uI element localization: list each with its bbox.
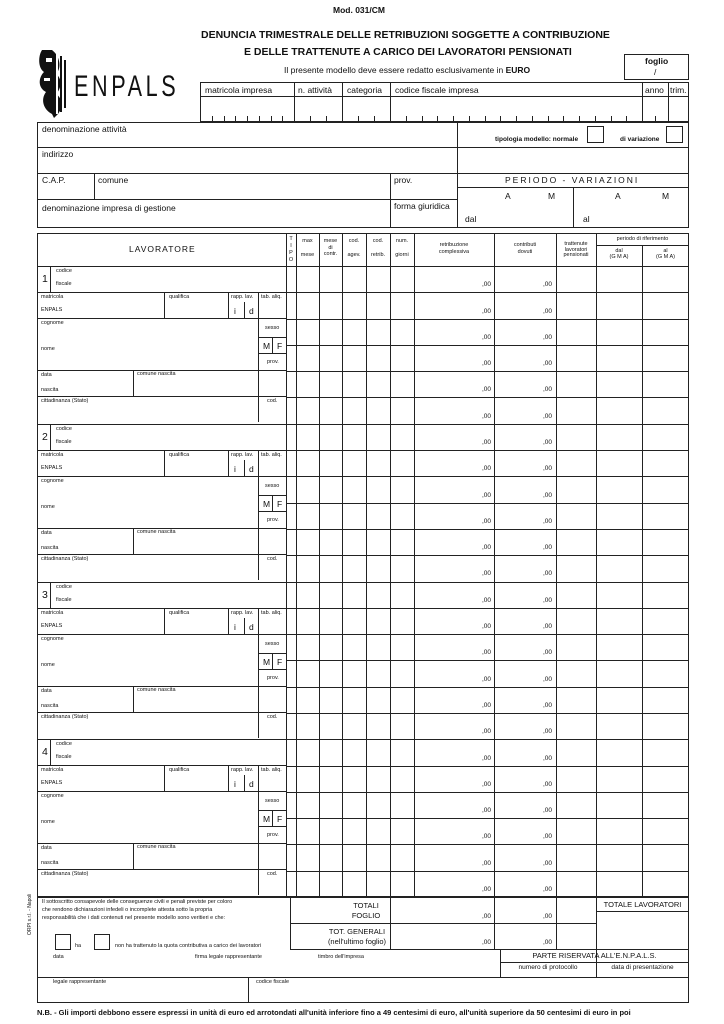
field-line bbox=[258, 318, 259, 370]
field-line bbox=[258, 292, 259, 318]
codice-label: codice bbox=[56, 425, 72, 432]
retribuzione-amount[interactable]: ,00 bbox=[482, 675, 492, 683]
contributi-amount[interactable]: ,00 bbox=[543, 412, 553, 420]
field-line bbox=[37, 634, 286, 635]
nome-label: nome bbox=[41, 503, 55, 510]
field-line bbox=[228, 450, 229, 476]
column-divider bbox=[556, 233, 557, 897]
contributi-amount[interactable]: ,00 bbox=[543, 360, 553, 368]
sesso-f-label: F bbox=[277, 814, 283, 825]
cittadinanza-label: cittadinanza (Stato) bbox=[41, 871, 89, 878]
field-line bbox=[164, 450, 165, 476]
amount-row-line bbox=[286, 319, 689, 320]
amount-row-line bbox=[286, 345, 689, 346]
amount-row-line bbox=[286, 529, 689, 530]
periodo-m2: M bbox=[662, 191, 670, 201]
contributi-amount[interactable]: ,00 bbox=[543, 675, 553, 683]
parte-riservata-label: PARTE RISERVATA ALL'E.N.P.A.L.S. bbox=[532, 951, 657, 960]
contributi-amount[interactable]: ,00 bbox=[543, 807, 553, 815]
data-label: data bbox=[41, 845, 52, 852]
enpals-label: ENPALS bbox=[41, 464, 63, 471]
presentazione-label: data di presentazione bbox=[611, 964, 674, 971]
trim-label: trim. bbox=[670, 85, 687, 95]
di-variazione-label: di variazione bbox=[620, 136, 660, 143]
enpals-label: ENPALS bbox=[41, 780, 63, 787]
amount-row-line bbox=[286, 292, 689, 293]
comune-label: comune bbox=[98, 175, 129, 185]
col-num-giorni: num. giorni bbox=[395, 238, 409, 258]
field-line bbox=[133, 686, 134, 712]
contributi-amount[interactable]: ,00 bbox=[543, 333, 553, 341]
amount-row-line bbox=[286, 397, 689, 398]
forma-giuridica-label: forma giuridica bbox=[394, 201, 450, 211]
retribuzione-amount[interactable]: ,00 bbox=[482, 701, 492, 709]
periodo-a1: A bbox=[505, 191, 511, 201]
worker-number: 1 bbox=[42, 273, 48, 285]
fiscale-label: fiscale bbox=[56, 281, 72, 287]
retribuzione-amount[interactable]: ,00 bbox=[482, 517, 492, 525]
field-line bbox=[244, 618, 245, 634]
form-title-line1: DENUNCIA TRIMESTRALE DELLE RETRIBUZIONI SOGGETTE A CONTRIBUZIONE bbox=[201, 29, 610, 41]
retribuzione-amount[interactable]: ,00 bbox=[482, 412, 492, 420]
amount-row-line bbox=[286, 371, 689, 372]
totale-contributi[interactable]: ,00 bbox=[543, 913, 553, 920]
rapp-i-label: i bbox=[234, 306, 236, 316]
field-line bbox=[228, 765, 229, 791]
rapp-d-label: d bbox=[249, 779, 254, 790]
amount-row-line bbox=[286, 792, 689, 793]
contributi-amount[interactable]: ,00 bbox=[543, 544, 553, 552]
prov-label: prov. bbox=[267, 516, 279, 523]
contributi-amount[interactable]: ,00 bbox=[543, 517, 553, 525]
amount-row-line bbox=[286, 660, 689, 661]
col-cod-retrib: cod. retrib. bbox=[370, 238, 386, 258]
totale-lavoratori-label: TOTALE LAVORATORI bbox=[603, 900, 682, 909]
field-line bbox=[272, 337, 273, 353]
sesso-label: sesso bbox=[265, 640, 280, 647]
matricola-label: matricola bbox=[41, 609, 64, 616]
contributi-amount[interactable]: ,00 bbox=[543, 439, 553, 447]
contributi-amount[interactable]: ,00 bbox=[543, 386, 553, 394]
prov-label: prov. bbox=[267, 832, 279, 839]
rapp-i-label: i bbox=[234, 621, 236, 632]
sesso-m-label: M bbox=[263, 656, 271, 667]
amount-row-line bbox=[286, 476, 689, 477]
field-line bbox=[258, 826, 286, 827]
indirizzo-label: indirizzo bbox=[42, 149, 74, 159]
field-line bbox=[258, 450, 259, 476]
sesso-f-label: F bbox=[277, 656, 283, 667]
qualifica-label: qualifica bbox=[169, 451, 190, 458]
amount-row-line bbox=[286, 555, 689, 556]
field-line bbox=[37, 450, 286, 451]
worker-number: 3 bbox=[42, 588, 48, 601]
field-line bbox=[50, 739, 51, 765]
retribuzione-amount[interactable]: ,00 bbox=[482, 596, 492, 604]
enpals-logo-mark bbox=[36, 48, 70, 120]
legale-rappresentante-label: legale rappresentante bbox=[53, 979, 107, 985]
retribuzione-amount[interactable]: ,00 bbox=[482, 754, 492, 762]
nome-label: nome bbox=[41, 661, 55, 668]
cognome-label: cognome bbox=[41, 793, 64, 800]
field-line bbox=[37, 608, 286, 609]
field-line bbox=[258, 608, 259, 634]
field-line bbox=[272, 810, 273, 826]
retribuzione-amount[interactable]: ,00 bbox=[482, 281, 492, 289]
denominazione-attivita-label: denominazione attività bbox=[42, 124, 127, 134]
worker-divider bbox=[37, 739, 689, 740]
field-line bbox=[50, 266, 51, 292]
retribuzione-amount[interactable]: ,00 bbox=[482, 859, 492, 867]
fiscale-label: fiscale bbox=[56, 438, 72, 445]
fiscale-label: fiscale bbox=[56, 596, 72, 603]
field-line bbox=[258, 765, 259, 791]
rapp-lav-label: rapp. lav. bbox=[231, 451, 254, 458]
field-line bbox=[37, 791, 286, 792]
cod-label: cod. bbox=[267, 398, 278, 404]
rapp-d-label: d bbox=[249, 463, 254, 474]
sesso-label: sesso bbox=[265, 798, 280, 805]
worker-number: 2 bbox=[42, 430, 48, 443]
field-line bbox=[37, 765, 286, 766]
col-mese-contr: mese di contr. bbox=[323, 238, 338, 257]
cap-label: C.A.P. bbox=[42, 175, 66, 185]
field-line bbox=[50, 582, 51, 608]
di-variazione-checkbox[interactable] bbox=[666, 126, 683, 143]
field-line bbox=[37, 554, 286, 555]
field-line bbox=[258, 476, 259, 528]
codice-fiscale-footer-label: codice fiscale bbox=[256, 979, 290, 985]
retribuzione-amount[interactable]: ,00 bbox=[482, 570, 492, 578]
sesso-label: sesso bbox=[265, 325, 280, 331]
amount-row-line bbox=[286, 608, 689, 609]
col-contributi: contributi dovuti bbox=[513, 242, 537, 255]
contributi-amount[interactable]: ,00 bbox=[543, 859, 553, 867]
prov-label: prov. bbox=[394, 175, 413, 185]
tab-aliq-label: tab. aliq. bbox=[261, 609, 282, 616]
n-attivita-label: n. attività bbox=[298, 85, 333, 95]
field-line bbox=[228, 608, 229, 634]
totali-foglio-label: TOTALI FOGLIO bbox=[351, 901, 381, 920]
comune-nascita-label: comune nascita bbox=[137, 371, 176, 377]
cognome-label: cognome bbox=[41, 320, 64, 326]
firma-label: firma legale rappresentante bbox=[195, 954, 262, 960]
matricola-label: matricola bbox=[41, 294, 64, 300]
totale-retribuzione[interactable]: ,00 bbox=[482, 939, 492, 946]
col-trattenute: trattenute lavoratori pensionati bbox=[563, 241, 589, 258]
retribuzione-amount[interactable]: ,00 bbox=[482, 307, 492, 315]
rapp-d-label: d bbox=[249, 306, 254, 316]
field-line bbox=[50, 424, 51, 450]
contributi-amount[interactable]: ,00 bbox=[543, 465, 553, 473]
trim-input[interactable] bbox=[668, 96, 689, 122]
retribuzione-amount[interactable]: ,00 bbox=[482, 885, 492, 893]
nb-note: N.B. - Gli importi debbono essere espressi in unità di euro ed arrotondati all'unità inferiore fino a 49 centesimi di euro, all'unità superiore da 50 centesimi di euro in poi bbox=[37, 1008, 631, 1017]
column-divider bbox=[414, 233, 415, 897]
col-periodo-al: al (G M A) bbox=[656, 248, 675, 260]
sesso-f-label: F bbox=[277, 498, 283, 509]
rapp-i-label: i bbox=[234, 779, 236, 790]
non-ha-label: non ha trattenuto la quota contributiva a carico dei lavoratori bbox=[115, 943, 262, 949]
field-line bbox=[244, 460, 245, 476]
retribuzione-amount[interactable]: ,00 bbox=[482, 833, 492, 841]
sesso-m-label: M bbox=[263, 341, 271, 351]
categoria-input[interactable] bbox=[342, 96, 390, 122]
periodo-dal-label: dal bbox=[465, 214, 477, 224]
footer-divider bbox=[494, 897, 495, 949]
qualifica-label: qualifica bbox=[169, 294, 190, 300]
categoria-label: categoria bbox=[347, 85, 382, 95]
enpals-logo-text: ENPALS bbox=[74, 70, 180, 103]
column-divider bbox=[390, 233, 391, 897]
amount-row-line bbox=[286, 687, 689, 688]
sesso-m-label: M bbox=[263, 814, 271, 825]
comune-nascita-label: comune nascita bbox=[137, 844, 176, 851]
cod-label: cod. bbox=[267, 555, 278, 562]
column-divider bbox=[286, 233, 287, 897]
totali-generali-label: TOT. GENERALI (nell'ultimo foglio) bbox=[327, 927, 387, 946]
printer-credit: ORPI s.r.l. - Napoli bbox=[27, 893, 33, 935]
retribuzione-amount[interactable]: ,00 bbox=[482, 386, 492, 394]
gestione-label: denominazione impresa di gestione bbox=[42, 203, 176, 213]
column-divider bbox=[342, 233, 343, 897]
amount-row-line bbox=[286, 818, 689, 819]
field-line bbox=[37, 869, 286, 870]
tab-aliq-label: tab. aliq. bbox=[261, 767, 282, 774]
contributi-amount[interactable]: ,00 bbox=[543, 885, 553, 893]
field-line bbox=[244, 775, 245, 791]
matricola-label: matricola bbox=[41, 767, 64, 774]
field-line bbox=[164, 292, 165, 318]
foglio-label: foglio bbox=[645, 56, 669, 66]
codice-label: codice bbox=[56, 741, 72, 748]
tab-aliq-label: tab. aliq. bbox=[261, 451, 282, 458]
contributi-amount[interactable]: ,00 bbox=[543, 728, 553, 736]
amount-row-line bbox=[286, 503, 689, 504]
ha-label: ha bbox=[75, 943, 82, 949]
field-line bbox=[133, 370, 134, 396]
codice-label: codice bbox=[56, 583, 72, 590]
amount-row-line bbox=[286, 634, 689, 635]
cod-label: cod. bbox=[267, 871, 278, 878]
nascita-label: nascita bbox=[41, 544, 59, 551]
field-line bbox=[164, 608, 165, 634]
foglio-separator: / bbox=[654, 67, 657, 77]
tipologia-normale-label: tipologia modello: normale bbox=[495, 136, 579, 143]
field-line bbox=[272, 495, 273, 511]
declaration-line1: Il sottoscritto consapevole delle conseguenze civili e penali previste per coloro bbox=[42, 899, 233, 905]
cittadinanza-label: cittadinanza (Stato) bbox=[41, 398, 89, 404]
amount-row-line bbox=[286, 713, 689, 714]
amount-row-line bbox=[286, 844, 689, 845]
nome-label: nome bbox=[41, 346, 55, 352]
tipologia-normale-checkbox[interactable] bbox=[587, 126, 604, 143]
cognome-label: cognome bbox=[41, 477, 64, 484]
field-line bbox=[37, 292, 286, 293]
ha-checkbox[interactable] bbox=[55, 934, 71, 950]
col-periodo-dal: dal (G M A) bbox=[609, 248, 629, 260]
contributi-amount[interactable]: ,00 bbox=[543, 833, 553, 841]
nascita-label: nascita bbox=[41, 702, 59, 709]
retribuzione-amount[interactable]: ,00 bbox=[482, 439, 492, 447]
col-cod-agev: cod. agev. bbox=[347, 238, 361, 258]
column-divider bbox=[296, 233, 297, 897]
contributi-amount[interactable]: ,00 bbox=[543, 570, 553, 578]
contributi-amount[interactable]: ,00 bbox=[543, 491, 553, 499]
contributi-amount[interactable]: ,00 bbox=[543, 596, 553, 604]
nascita-label: nascita bbox=[41, 860, 59, 867]
field-line bbox=[244, 302, 245, 318]
cod-label: cod. bbox=[267, 713, 278, 720]
col-tipo: T I P O bbox=[288, 236, 294, 263]
footer-divider bbox=[556, 897, 557, 949]
enpals-label: ENPALS bbox=[41, 622, 63, 629]
contributi-amount[interactable]: ,00 bbox=[543, 623, 553, 631]
retribuzione-amount[interactable]: ,00 bbox=[482, 807, 492, 815]
contributi-amount[interactable]: ,00 bbox=[543, 307, 553, 315]
codice-label: codice bbox=[56, 268, 72, 274]
cognome-label: cognome bbox=[41, 635, 64, 642]
protocollo-label: numero di protocollo bbox=[518, 964, 578, 971]
cittadinanza-label: cittadinanza (Stato) bbox=[41, 555, 89, 562]
retribuzione-amount[interactable]: ,00 bbox=[482, 333, 492, 341]
comune-nascita-label: comune nascita bbox=[137, 686, 176, 693]
sesso-f-label: F bbox=[277, 341, 283, 351]
worker-number: 4 bbox=[42, 746, 48, 759]
contributi-amount[interactable]: ,00 bbox=[543, 649, 553, 657]
column-divider bbox=[366, 233, 367, 897]
retribuzione-amount[interactable]: ,00 bbox=[482, 465, 492, 473]
non-ha-checkbox[interactable] bbox=[94, 934, 110, 950]
qualifica-label: qualifica bbox=[169, 767, 190, 774]
field-line bbox=[133, 843, 134, 869]
retribuzione-amount[interactable]: ,00 bbox=[482, 623, 492, 631]
contributi-amount[interactable]: ,00 bbox=[543, 701, 553, 709]
periodo-m1: M bbox=[548, 191, 556, 201]
field-line bbox=[272, 653, 273, 669]
column-divider bbox=[596, 233, 597, 897]
field-line bbox=[258, 669, 286, 670]
data-label: data bbox=[41, 372, 52, 378]
retribuzione-amount[interactable]: ,00 bbox=[482, 728, 492, 736]
codice-fiscale-impresa-label: codice fiscale impresa bbox=[395, 85, 479, 95]
contributi-amount[interactable]: ,00 bbox=[543, 780, 553, 788]
column-divider bbox=[319, 233, 320, 897]
field-line bbox=[164, 765, 165, 791]
declaration-line3: responsabilità che i dati contenuti nel presente modello sono veritieri e che: bbox=[42, 915, 226, 921]
field-line bbox=[37, 476, 286, 477]
field-line bbox=[37, 712, 286, 713]
field-line bbox=[228, 292, 229, 318]
data-label: data bbox=[41, 687, 52, 694]
prov-label: prov. bbox=[267, 359, 279, 365]
contributi-amount[interactable]: ,00 bbox=[543, 281, 553, 289]
amount-row-line bbox=[286, 871, 689, 872]
nome-label: nome bbox=[41, 819, 55, 826]
periodo-variazioni-label: PERIODO - VARIAZIONI bbox=[505, 175, 640, 185]
data-label: data bbox=[41, 529, 52, 536]
col-retribuzione: retribuzione complessiva bbox=[438, 242, 470, 255]
prov-label: prov. bbox=[267, 674, 279, 681]
timbro-label: timbro dell'impresa bbox=[318, 954, 364, 960]
column-divider bbox=[642, 245, 643, 897]
tab-aliq-label: tab. aliq. bbox=[261, 294, 282, 300]
model-code: Mod. 031/CM bbox=[333, 5, 385, 15]
field-line bbox=[37, 396, 286, 397]
retribuzione-amount[interactable]: ,00 bbox=[482, 780, 492, 788]
rapp-d-label: d bbox=[249, 621, 254, 632]
form-title-line2: E DELLE TRATTENUTE A CARICO DEI LAVORATORI PENSIONATI bbox=[244, 46, 572, 58]
nascita-label: nascita bbox=[41, 387, 59, 393]
sesso-m-label: M bbox=[263, 498, 271, 509]
retribuzione-amount[interactable]: ,00 bbox=[482, 360, 492, 368]
amount-row-line bbox=[286, 450, 689, 451]
contributi-amount[interactable]: ,00 bbox=[543, 754, 553, 762]
rapp-lav-label: rapp. lav. bbox=[231, 609, 254, 616]
matricola-impresa-label: matricola impresa bbox=[205, 85, 273, 95]
column-divider bbox=[494, 233, 495, 897]
periodo-al-label: al bbox=[583, 214, 590, 224]
retribuzione-amount[interactable]: ,00 bbox=[482, 649, 492, 657]
field-line bbox=[258, 511, 286, 512]
matricola-label: matricola bbox=[41, 451, 64, 458]
rapp-lav-label: rapp. lav. bbox=[231, 294, 254, 300]
qualifica-label: qualifica bbox=[169, 609, 190, 616]
worker-divider bbox=[37, 582, 689, 583]
field-line bbox=[133, 528, 134, 554]
field-line bbox=[37, 318, 286, 319]
amount-row-line bbox=[286, 766, 689, 767]
field-line bbox=[258, 791, 259, 843]
cittadinanza-label: cittadinanza (Stato) bbox=[41, 713, 89, 720]
periodo-a2: A bbox=[615, 191, 621, 201]
form-subtitle: Il presente modello deve essere redatto esclusivamente in EURO bbox=[284, 65, 531, 75]
col-periodo-riferimento: periodo di riferimento bbox=[616, 236, 669, 242]
comune-nascita-label: comune nascita bbox=[137, 528, 176, 535]
worker-divider bbox=[37, 424, 689, 425]
data-label: data bbox=[53, 954, 64, 960]
declaration-line2: che rendono dichiarazioni infedeli o incomplete attesta sotto la propria bbox=[42, 907, 213, 913]
col-lavoratore: LAVORATORE bbox=[129, 244, 196, 254]
anno-label: anno bbox=[645, 85, 664, 95]
field-line bbox=[258, 634, 259, 686]
sesso-label: sesso bbox=[265, 482, 280, 489]
rapp-lav-label: rapp. lav. bbox=[231, 767, 254, 774]
n-attivita-input[interactable] bbox=[294, 96, 342, 122]
enpals-label: ENPALS bbox=[41, 307, 63, 313]
fiscale-label: fiscale bbox=[56, 754, 72, 761]
rapp-i-label: i bbox=[234, 463, 236, 474]
totale-retribuzione[interactable]: ,00 bbox=[482, 913, 492, 920]
col-max-mese: max mese bbox=[300, 238, 315, 258]
retribuzione-amount[interactable]: ,00 bbox=[482, 491, 492, 499]
retribuzione-amount[interactable]: ,00 bbox=[482, 544, 492, 552]
totale-contributi[interactable]: ,00 bbox=[543, 939, 553, 946]
field-line bbox=[258, 353, 286, 354]
